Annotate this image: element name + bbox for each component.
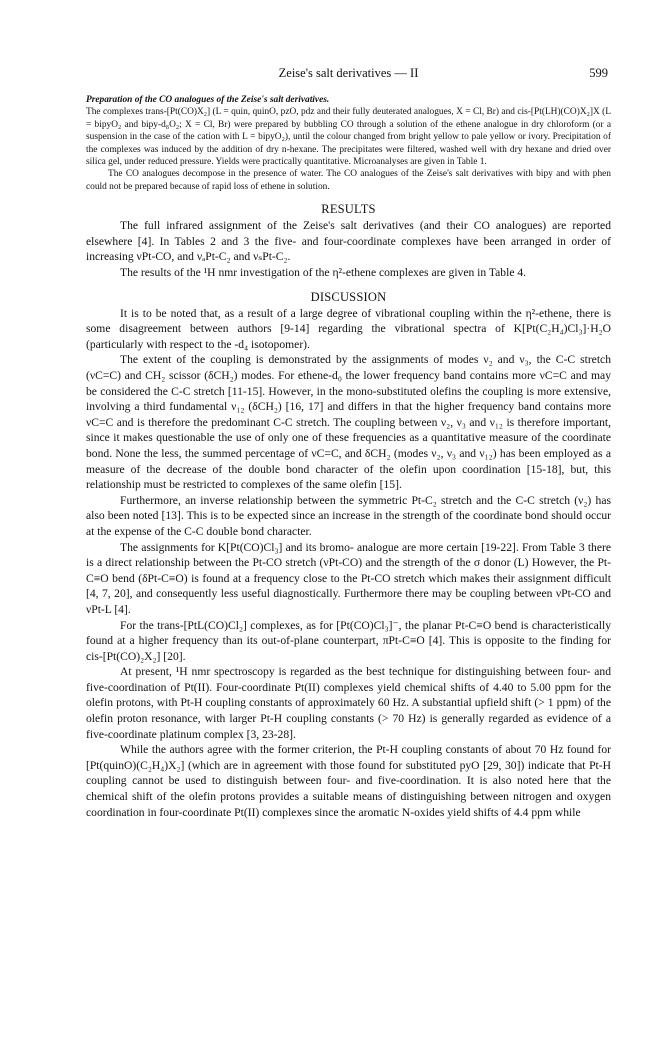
running-header (86, 66, 611, 84)
results-section (86, 218, 611, 280)
page-number: 599 (589, 66, 608, 80)
preparation-heading: Preparation of the CO analogues of the Zeise's salt derivatives. (86, 95, 330, 105)
running-title: Zeise's salt derivatives — II (278, 66, 419, 80)
results-paragraph-1: The full infrared assignment of the Zeise's salt derivatives (and their CO analogues) are reported elsewhere [4]. In Tables 2 and 3 the five- and four-coordinate complexes have been arranged in order of increasing νPt-CO, and νₐPt-C₂ and νₛPt-C₂. (86, 219, 611, 264)
preparation-paragraph-1: The complexes trans-[Pt(CO)X₂] (L = quin, quinO, pzO, pdz and their fully deuterated analogues, X = Cl, Br) and cis-[Pt(LH)(CO)X₂]X (L = bipyO₂ and bipy-d₈O₂; X = Cl, Br) were prepared by bubbling CO through a solution of the ethene analogue in dry chloroform (or a suspension in the case of the cation with L = bipyO₂), until the colour changed from bright yellow to pale yellow or ivory. Precipitation of the complexes was induced by the addition of dry n-hexane. The precipitates were filtered, washed well with dry hexane and dried over silica gel, under reduced pressure. Yields were practically quantitative. Microanalyses are given in Table 1. (86, 107, 611, 168)
preparation-paragraph-2: The CO analogues decompose in the presence of water. The CO analogues of the Zeise's salt derivatives with bipy and with phen could not be prepared because of rapid loss of ethene in solution. (86, 169, 611, 192)
discussion-paragraph-5: For the trans-[PtL(CO)Cl₂] complexes, as for [Pt(CO)Cl₃]⁻, the planar Pt-C≡O bend is characteristically found at a higher frequency than its out-of-plane counterpart, πPt-C≡O [4]. This is opposite to the finding for cis-[Pt(CO)₂X₂] [20]. (86, 618, 611, 663)
discussion-heading: DISCUSSION (310, 289, 387, 304)
discussion-paragraph-1: It is to be noted that, as a result of a large degree of vibrational coupling within the η²-ethene, there is some disagreement between authors [9-14] regarding the vibrational spectra of K[Pt(C₂H₄)Cl₃]·H₂O (particularly with respect to the -d₄ isotopomer). (86, 306, 611, 351)
results-paragraph-2: The results of the ¹H nmr investigation of the η²-ethene complexes are given in Table 4. (120, 266, 527, 280)
discussion-paragraph-4: The assignments for K[Pt(CO)Cl₃] and its bromo- analogue are more certain [19-22]. From Table 3 there is a direct relationship between the Pt-CO stretch (νPt-CO) and the strength of the σ donor (L) However, the Pt-C≡O bend (δPt-C≡O) is found at a frequency close to the Pt-CO stretch which makes their assignment difficult [4, 7, 20], and consequently less useful diagnostically. Furthermore there may be coupling between νPt-CO and νPt-L [4]. (86, 540, 611, 616)
results-heading: RESULTS (321, 202, 376, 217)
discussion-paragraph-6: At present, ¹H nmr spectroscopy is regarded as the best technique for distinguishing between four- and five-coordination of Pt(II). Four-coordinate Pt(II) complexes yield chemical shifts of 4.40 to 5.00 ppm for the olefin protons, with Pt-H coupling constants of approximately 60 Hz. A substantial upfield shift (> 1 ppm) of the olefin proton resonance, with larger Pt-H coupling constants (> 70 Hz) is generally regarded as evidence of a five-coordinate platinum complex [3, 23-28]. (86, 665, 611, 741)
discussion-paragraph-3: Furthermore, an inverse relationship between the symmetric Pt-C₂ stretch and the C-C stretch (ν₂) has also been noted [13]. This is to be expected since an increase in the strength of the coordinate bond should occur at the expense of the C-C double bond character. (86, 493, 611, 538)
discussion-paragraph-7: While the authors agree with the former criterion, the Pt-H coupling constants of about 70 Hz found for [Pt(quinO)(C₂H₄)X₂] (which are in agreement with those found for substituted pyO [29, 30]) indicate that Pt-H coupling cannot be used to distinguish between four- and five-coordination. It is also noted here that the chemical shift of the olefin protons provides a suitable means of distinguishing between nitrogen and oxygen coordination in four-coordinate Pt(II) complexes since the aromatic N-oxides yield shifts of 4.4 ppm while (86, 743, 611, 819)
discussion-section (86, 306, 611, 821)
preparation-section (86, 94, 611, 193)
page (86, 66, 611, 820)
discussion-paragraph-2: The extent of the coupling is demonstrated by the assignments of modes ν₂ and ν₃, the C-C stretch (νC=C) and CH₂ scissor (δCH₂) modes. For ethene-d₀ the lower frequency band contains more νC=C and may be considered the C-C stretch [11-15]. However, in the mono-substituted olefins the coupling is more extensive, involving a third fundamental ν₁₂ (δCH₂) [16, 17] and differs in that the higher frequency band contains more νC=C and is therefore the predominant C-C stretch. The coupling between ν₂, ν₃ and ν₁₂ is therefore important, since it makes questionable the use of only one of these frequencies as a quantitative measure of the coordinate bond. None the less, the summed percentage of νC=C, and δCH₂ (modes ν₂, ν₃ and ν₁₂) has been employed as a measure of the decrease of the double bond character of the olefin upon coordination [15-18], but, this relationship must be restricted to complexes of the same olefin [15]. (86, 353, 611, 492)
